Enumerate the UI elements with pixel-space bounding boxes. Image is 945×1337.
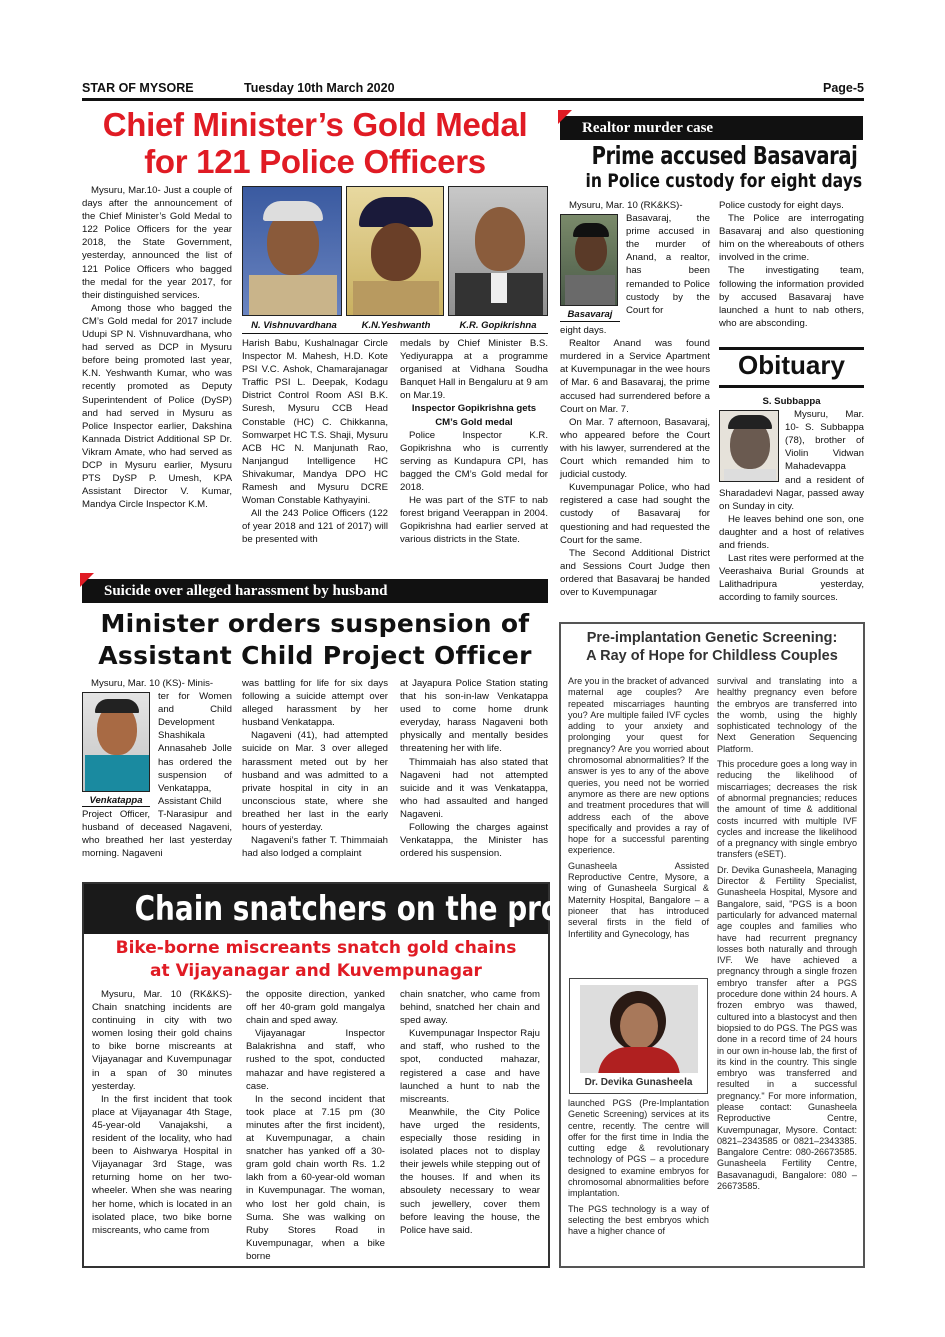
basavaraj-photo-block — [560, 214, 620, 324]
paragraph: Kuvempunagar Police, who had registered a case had sought the custody of Basavaraj for questioning and had requested the Court for the same. — [560, 482, 710, 546]
venkatappa-photo — [82, 692, 150, 792]
caption-rule — [82, 806, 150, 807]
paragraph: at Jayapura Police Station stating that his son-in-law Venkatappa used to come home drunk everyday, harass Nagaveni both physically and mentally besides threatening her with life. — [400, 678, 548, 755]
dateline: Mysuru, Mar. 10 (RK&KS)- — [569, 200, 683, 211]
paragraph: Harish Babu, Kushalnagar Circle Inspector M. Mahesh, H.D. Kote PSI V.C. Ashok, Chamarajanagar Traffic PSI L. Deepak, Kodagu District Control Room ASI B.K. Suresh, Mysuru CCB Head Constable (HC) C. Chikkanna, Somwarpet HC T.S. Shaji, Mysuru ACB HC N. Manjunath Rao, Nanjangud Intelligence HC Shivakumar, Mandya DPO HC Ramesh and Mysuru DCRE Woman Constable Kathyayini. — [242, 338, 388, 507]
caption-gopikrishna: K.R. Gopikrishna — [459, 320, 537, 331]
paragraph: On Mar. 7 afternoon, Basavaraj, who appeared before the Court with his lawyer, surrendered at the Court which remanded him to judicial custody. — [560, 416, 710, 481]
basavaraj-photo — [560, 214, 618, 306]
chain-col-2 — [246, 988, 385, 1263]
chain-snatchers-box — [82, 882, 596, 1268]
kicker-text: Realtor murder case — [582, 120, 714, 136]
paragraph: Following the charges against Venkatappa, the Minister has ordered his suspension. — [400, 822, 548, 860]
obituary-body — [719, 395, 864, 605]
suspension-headline-line2: Assistant Child Project Officer — [98, 641, 532, 670]
caption-vishnuvardhana: N. Vishnuvardhana — [251, 320, 337, 331]
paragraph: All the 243 Police Officers (122 of year 2018 and 121 of 2017) will be presented with — [242, 508, 388, 546]
obituary-rule-bottom — [719, 385, 864, 388]
suspension-kicker — [82, 579, 548, 603]
paragraph: Mysuru, Mar. 10 (RK&KS)- Chain snatching incidents are continuing in city with two women losing their gold chains to bike borne miscreants at Vijayanagar and Kuvempunagar in a span of 30 minutes yesterday. — [92, 989, 232, 1092]
realtor-col-2 — [719, 199, 864, 330]
paragraph: the opposite direction, yanked off her 40-gram gold mangalya chain and sped away. — [246, 989, 385, 1027]
suspension-col-1 — [82, 677, 232, 860]
paragraph: Dr. Devika Gunasheela, Managing Director & Fertility Specialist, Gunasheela Hospital, Mysore and Bangalore, said, "PGS is a boon particularly for advanced maternal age couples and families who have had recurrent pregnancy losses both naturally and through IVF. We have achieved a pregnancy through a single frozen embryo transfer after a PGS procedure done within 24 hours. A frozen embryo was thawed, cultured into a blastocyst and then biopsied to do PGS. The PGS was done in a record time of 24 hours in our own in-house lab, the first of its kind in the country. This single embryo was transferred and resulted in a successful pregnancy." For more information, please contact: Gunasheela Reproductive Centre, Kuvempunagar, Mysore. Contact: 0821–2343585 or 0821–2343385. Bangalore Centre: 080-26673585. Gunasheela Fertility Centre, Basavanagudi, Bangalore: 080 – 26673585. — [717, 864, 857, 1192]
caption-rule — [560, 321, 620, 322]
suspension-headline — [82, 608, 548, 672]
red-corner-icon — [80, 573, 94, 587]
paragraph: chain snatcher, who came from behind, snatched her chain and sped away. — [400, 989, 540, 1027]
issue-date: Tuesday 10th March 2020 — [244, 81, 395, 95]
red-corner-icon — [558, 110, 572, 124]
obituary-name: S. Subbappa — [762, 396, 821, 407]
paragraph: He leaves behind one son, one daughter and a host of relatives and friends. — [719, 513, 864, 552]
suspension-col-3 — [400, 677, 548, 860]
subbappa-photo — [719, 410, 779, 482]
advertorial-col-2 — [717, 676, 857, 1196]
paragraph: launched PGS (Pre-Implantation Genetic Screening) services at its centre, recently. The centre will offer for the first time in India the cutting edge & revolutionary technology of PGS – a procedure designed to examine embryos for chromosomal abnormalities before implantation. — [568, 1098, 709, 1199]
chain-subhead-line1: Bike-borne miscreants snatch gold chains — [115, 938, 517, 958]
paragraph: survival and translating into a healthy pregnancy even before the embryos are transferred into the womb, using the highly sophisticated technology of the Next Generation Sequencing Platform. — [717, 676, 857, 754]
paragraph: Basavaraj, the prime accused in the murder of Anand, a realtor, has been remanded to Police custody by the Court for — [626, 213, 710, 316]
dateline: Mysuru, Mar. 10 (KS)- Minis- — [91, 678, 214, 689]
officer-photo-vishnuvardhana — [242, 186, 342, 316]
paragraph: Vijayanagar Inspector Balakrishna and staff, who rushed to the spot, conducted mahazar and have registered a case. — [246, 1028, 385, 1092]
lead-headline-line1: Chief Minister’s Gold Medal — [102, 106, 528, 143]
paragraph: was battling for life for six days following a suicide attempt over alleged harassment by her husband Venkatappa. — [242, 678, 388, 729]
paragraph: In the first incident that took place at Vijayanagar 4th Stage, 45-year-old Vanajakshi, a resident of the locality, who had been to Aishwarya Hospital in Vijayanagar 3rd Stage, was returning home on her two-wheeler. When she was nearing her home, which is located in an isolated place, two bike borne miscreants, who came from — [92, 1093, 232, 1236]
basavaraj-caption: Basavaraj — [567, 309, 613, 321]
chain-subhead — [84, 937, 548, 983]
paragraph: This procedure goes a long way in reducing the likelihood of miscarriages; decreases the risk of abnormal pregnancies; reduces the amount of time & additional costs incurred with multiple IVF cycles and increase the likelihood of a pregnancy with single embryo transfers (eSET). — [717, 759, 857, 860]
devika-photo-frame — [569, 978, 708, 1094]
paragraph: Nagaveni (41), had attempted suicide on Mar. 3 over alleged harassment meted out by her husband and was admitted to a private hospital in city in an unconscious state, where she breathed her last in the early hours of yesterday. — [242, 730, 388, 834]
paragraph: Meanwhile, the City Police have urged the residents, especially those residing in isolated places not to display their jewels while stepping out of the houses. If and when its absoulety necessary to wear such jewellery, cover them before leaving the house, the Police have said. — [400, 1106, 540, 1236]
paragraph: He was part of the STF to nab forest brigand Veerappan in 2004. Gopikrishna had earlier served at various districts in the State. — [400, 495, 548, 546]
advertorial-col-1-continued — [568, 1098, 709, 1242]
page-number: Page-5 — [823, 81, 864, 95]
paragraph: Are you in the bracket of advanced maternal age couples? Are repeated miscarriages haunting you? Are multiple failed IVF cycles adding to your anxiety and prolonging your quest for pregnancy? Are you worried about chromosomal abnormalities? If the answer is yes to any of the above queries, you need not be worried anymore as there are new options and treatment procedures that will address each of the above specifically and provides a ray of hope for a successful parenting experience. — [568, 676, 709, 856]
advertorial-title-line1: Pre-implantation Genetic Screening: — [586, 630, 838, 646]
paragraph: The investigating team, following the information provided by accused Basavaraj have launched a hunt to nab others, who are absconding. — [719, 265, 864, 329]
paragraph: medals by Chief Minister B.S. Yediyurappa at a programme organised at Vidhana Soudha Banquet Hall in Bengaluru at 9 am on Mar.19. — [400, 338, 548, 402]
masthead-rule — [82, 98, 864, 101]
venkatappa-photo-block — [82, 692, 152, 806]
officer-photo-yeshwanth — [346, 186, 444, 316]
devika-caption: Dr. Devika Gunasheela — [584, 1077, 693, 1088]
lead-headline-line2: for 121 Police Officers — [144, 143, 486, 180]
paragraph: ter for Women and Child Development Shashikala Annasaheb Jolle has ordered the suspension of Venkatappa, Assistant Child — [158, 691, 232, 807]
paper-name: STAR OF MYSORE — [82, 81, 194, 95]
chain-banner — [84, 884, 596, 934]
kicker-text: Suicide over alleged harassment by husband — [104, 583, 388, 599]
paragraph: eight days. — [560, 325, 607, 337]
lead-col-2 — [242, 337, 388, 547]
paragraph: Nagaveni’s father T. Thimmaiah had also lodged a complaint — [242, 835, 388, 860]
advertorial-title — [561, 629, 863, 665]
venkatappa-caption: Venkatappa — [89, 795, 143, 807]
paragraph: Last rites were performed at the Veerashaiva Burial Grounds at Lalithadripura yesterday, according to family sources. — [719, 553, 864, 604]
caption-rule — [242, 333, 548, 334]
paragraph: Mysuru, Mar. 10- S. Subbappa (78), brother of Violin Vidwan Mahadevappa and a resident of Sharadadevi Nagar, passed away on Sunday in city. — [719, 409, 864, 512]
chain-subhead-line2: at Vijayanagar and Kuvempunagar — [150, 961, 482, 981]
lead-col-3 — [400, 337, 548, 547]
caption-yeshwanth: K.N.Yeshwanth — [361, 320, 431, 331]
obituary-title: Obituary — [738, 350, 845, 380]
realtor-kicker — [560, 116, 863, 140]
masthead — [82, 78, 864, 98]
suspension-headline-line1: Minister orders suspension of — [100, 609, 530, 638]
paragraph: The PGS technology is a way of selecting the best embryos which have a higher chance of — [568, 1203, 709, 1237]
paragraph: Police custody for eight days. — [719, 200, 844, 211]
advertorial-title-line2: A Ray of Hope for Childless Couples — [586, 648, 838, 664]
paragraph: Project Officer, T-Narasipur and husband of deceased Nagaveni, who breathed her last yesterday morning. Nagaveni — [82, 808, 232, 860]
realtor-headline-line1: Prime accused Basavaraj — [591, 141, 858, 170]
suspension-col-2 — [242, 677, 388, 860]
advertorial-col-1 — [568, 676, 709, 944]
advertorial-box — [559, 622, 865, 1268]
paragraph: Police Inspector K.R. Gopikrishna who is currently serving as Kundapura CPI, has bagged the CM’s Gold medal for 2018. — [400, 429, 548, 494]
chain-col-1 — [92, 988, 232, 1237]
officer-photo-gopikrishna — [448, 186, 548, 316]
chain-banner-text: Chain snatchers on the prowl — [134, 889, 596, 929]
paragraph: Gunasheela Assisted Reproductive Centre, Mysore, a wing of Gunasheela Surgical & Maternity Hospital, Bangalore – a pioneer that has introduced several firsts in the field of Infertility and Gynecology, has — [568, 860, 709, 939]
paragraph: Kuvempunagar Inspector Raju and staff, who rushed to the spot, conducted mahazar, registered a case and have launched a hunt to nab the miscreants. — [400, 1028, 540, 1105]
lead-col-1 — [82, 184, 232, 511]
paragraph: Among those who bagged the CM’s Gold medal for 2017 include Udupi SP N. Vishnuvardhana, who had served as DCP in Mysuru before being promoted last year, K.N. Yeshwanth Kumar, who was recently promoted as Deputy Superintendent of Police (DySP) and had served in Mysuru as Police Inspector earlier, Dakshina Kannada District Additional SP Dr. Vikram Amate, who had served as DCP in Mysuru earlier, Mysuru PTS DySP P. Umesh, KPA Assistant Director V. Kumar, Mandya Circle Inspector K.M. — [82, 302, 232, 511]
paragraph: Realtor Anand was found murdered in a Service Apartment at Kuvempunagar in the wee hours of Mar. 6 and Basavaraj, the prime accused had surrendered before a Court on Mar. 7. — [560, 338, 710, 415]
paragraph: Mysuru, Mar.10- Just a couple of days after the announcement of the Chief Minister’s Gold Medal to 122 Police Officers for the year 2018, the State Government, yesterday, announced the list of 121 Police Officers who bagged the medal for the year 2017, for their distinguished services. — [82, 185, 232, 301]
realtor-headline — [558, 142, 864, 192]
realtor-headline-line2: in Police custody for eight days — [585, 170, 863, 192]
paragraph: Thimmaiah has also stated that Nagaveni had not attempted suicide and it was Venkatappa, who had assaulted and hanged Nagaveni. — [400, 756, 548, 820]
realtor-col-1 — [560, 199, 710, 599]
lead-subhead: Inspector Gopikrishna gets CM’s Gold medal — [411, 403, 537, 428]
paragraph: The Police are interrogating Basavaraj and also questioning him on the whereabouts of others involved in the crime. — [719, 213, 864, 264]
chain-col-3 — [400, 988, 540, 1237]
lead-headline — [82, 106, 548, 180]
paragraph: In the second incident that took place at 7.15 pm (30 minutes after the first incident), at Kuvempunagar, a chain snatcher has yanked off a 30-gram gold chain worth Rs. 1.2 lakh from a 60-year-old woman in Kuvempunagar. The woman, who lost her gold chain, is Suma. She was walking on Ruby Stores Road in Kuvempunagar, when a bike borne — [246, 1093, 385, 1262]
devika-photo — [580, 985, 698, 1073]
paragraph: The Second Additional District and Sessions Court Judge then ordered that Basavaraj be handed over to Kuvempunagar — [560, 547, 710, 598]
